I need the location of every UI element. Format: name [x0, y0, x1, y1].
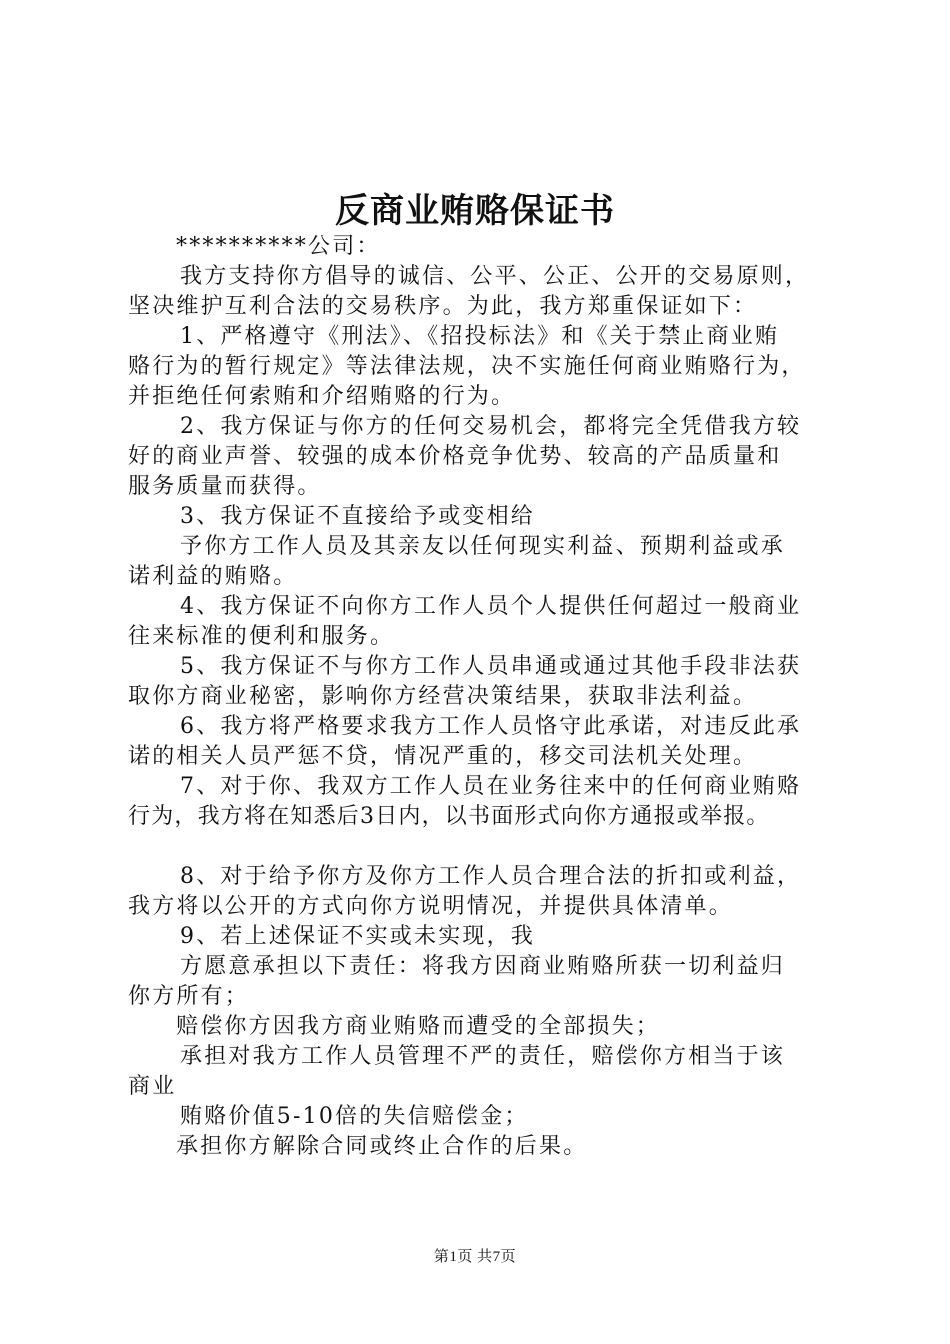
paragraph-line: 诺的相关人员严惩不贷，情况严重的，移交司法机关处理。: [128, 744, 758, 769]
paragraph-line: 并拒绝任何索贿和介绍贿赂的行为。: [128, 384, 516, 409]
paragraph-line: 取你方商业秘密，影响你方经营决策结果，获取非法利益。: [128, 684, 758, 709]
paragraph-line: 2、我方保证与你方的任何交易机会，都将完全凭借我方较: [180, 414, 802, 439]
paragraph-line: 贿赂价值5-10倍的失信赔偿金；: [180, 1104, 529, 1129]
paragraph-line: 商业: [128, 1074, 177, 1099]
paragraph-line: 7、对于你、我双方工作人员在业务往来中的任何商业贿赂: [180, 774, 802, 799]
paragraph-line: 5、我方保证不与你方工作人员串通或通过其他手段非法获: [180, 654, 802, 679]
paragraph-line: 1、严格遵守《刑法》、《招投标法》和《关于禁止商业贿: [180, 324, 780, 349]
paragraph-line: 我方将以公开的方式向你方说明情况，并提供具体清单。: [128, 894, 734, 919]
paragraph-line: 方愿意承担以下责任：将我方因商业贿赂所获一切利益归: [180, 954, 786, 979]
paragraph-line: 诺利益的贿赂。: [128, 564, 298, 589]
paragraph-line: 6、我方将严格要求我方工作人员恪守此承诺，对违反此承: [180, 714, 802, 739]
paragraph-line: 4、我方保证不向你方工作人员个人提供任何超过一般商业: [180, 594, 802, 619]
paragraph-line: 往来标准的便利和服务。: [128, 624, 395, 649]
paragraph-line: 8、对于给予你方及你方工作人员合理合法的折扣或利益，: [180, 864, 802, 889]
paragraph-line: 服务质量而获得。: [128, 474, 322, 499]
paragraph-line: 承担你方解除合同或终止合作的后果。: [176, 1134, 588, 1159]
paragraph-line: 承担对我方工作人员管理不严的责任，赔偿你方相当于该: [180, 1044, 786, 1069]
document-title: 反商业贿赂保证书: [335, 191, 615, 231]
paragraph-line: 3、我方保证不直接给予或变相给: [180, 504, 535, 529]
paragraph-line: 赔偿你方因我方商业贿赂而遭受的全部损失；: [176, 1014, 661, 1039]
paragraph-line: 予你方工作人员及其亲友以任何现实利益、预期利益或承: [180, 534, 786, 559]
paragraph-line: 9、若上述保证不实或未实现，我: [180, 924, 535, 949]
paragraph-line: 你方所有；: [128, 984, 250, 1009]
paragraph-line: 赂行为的暂行规定》等法律法规，决不实施任何商业贿赂行为，: [128, 354, 806, 379]
paragraph-line: 行为，我方将在知悉后3日内，以书面形式向你方通报或举报。: [128, 804, 770, 829]
paragraph-line: 我方支持你方倡导的诚信、公平、公正、公开的交易原则，: [180, 264, 810, 289]
paragraph-line: 好的商业声誉、较强的成本价格竞争优势、较高的产品质量和: [128, 444, 782, 469]
salutation-line: **********公司：: [176, 234, 381, 259]
page-footer: 第1页 共7页: [433, 1249, 517, 1265]
paragraph-line: 坚决维护互利合法的交易秩序。为此，我方郑重保证如下：: [128, 294, 758, 319]
